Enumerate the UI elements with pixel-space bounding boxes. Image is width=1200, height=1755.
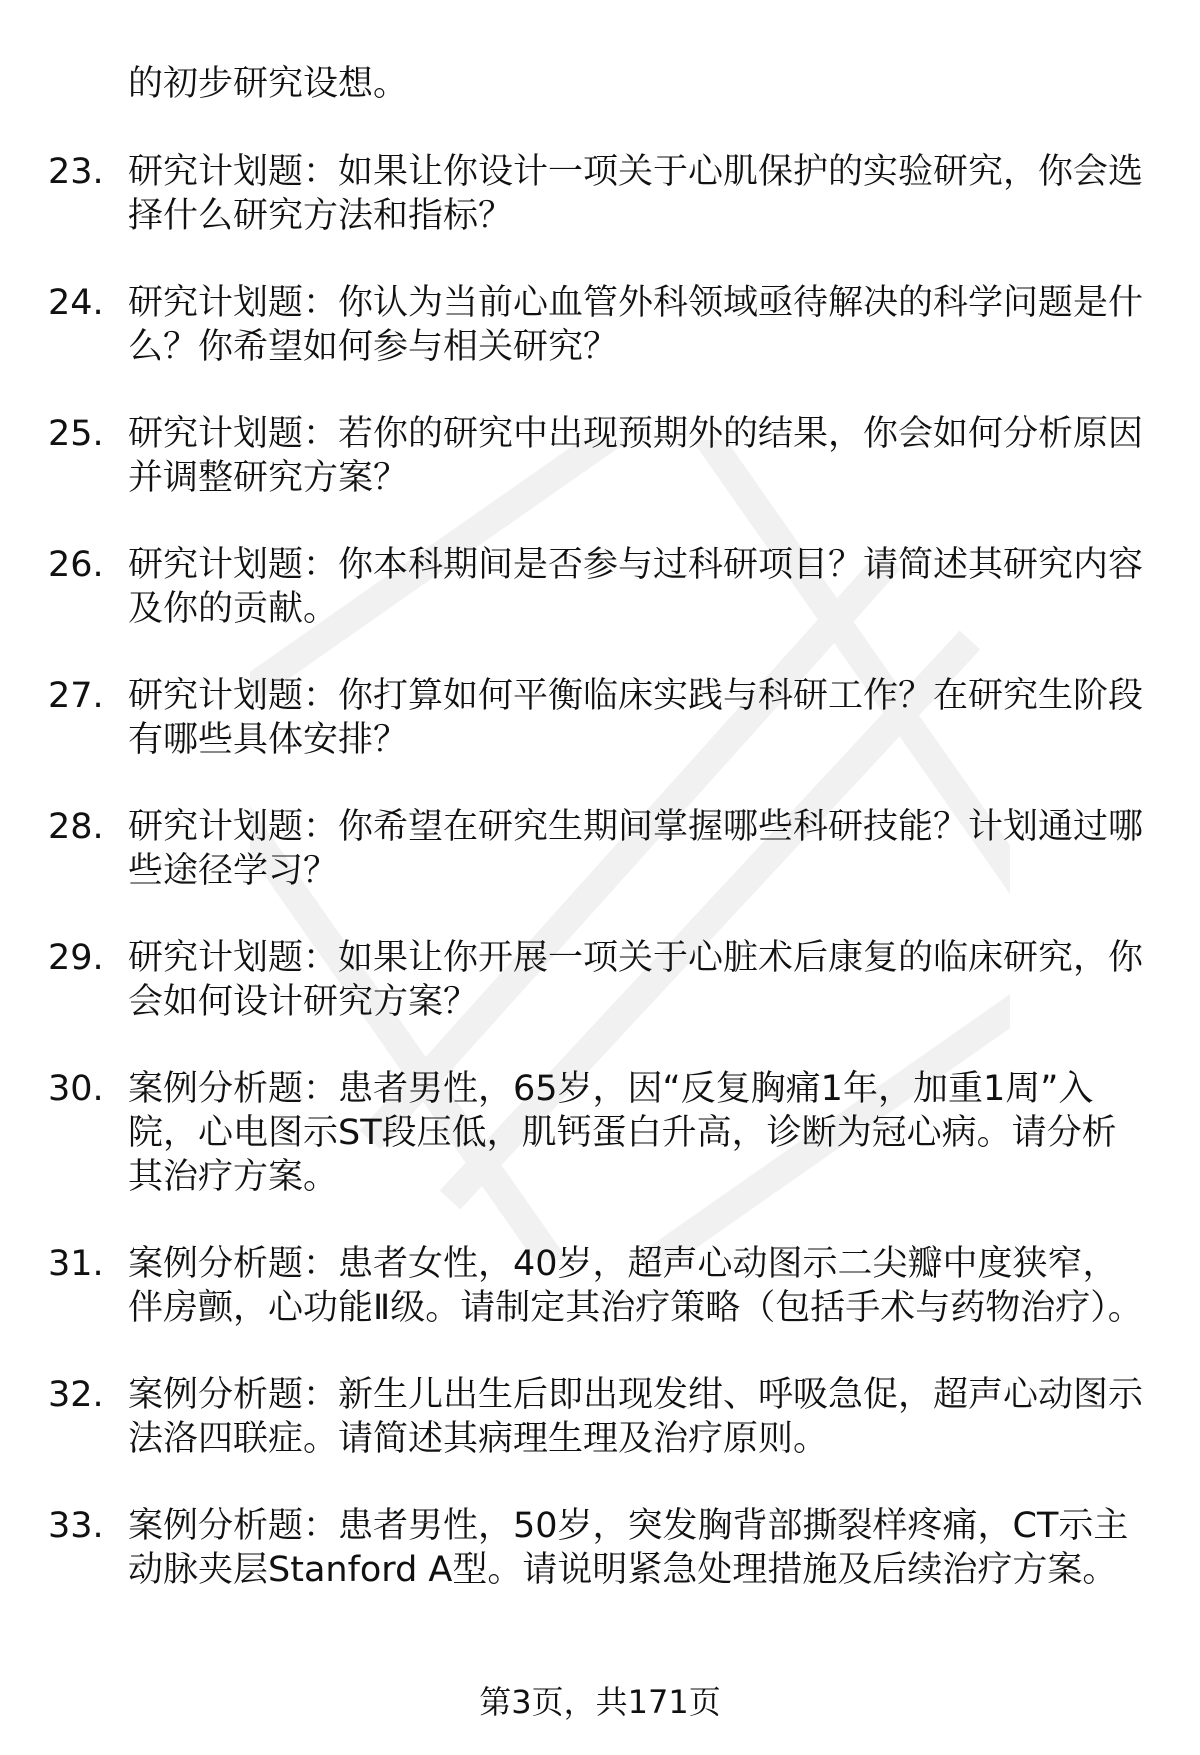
page-footer: 第3页，共171页 [479,1683,721,1721]
continuation-text: 的初步研究设想。 [128,64,409,104]
question-text: 研究计划题：你希望在研究生期间掌握哪些科研技能？计划通过哪些途径学习？ [128,807,1144,891]
question-number: 32. [48,1375,104,1415]
question-text: 案例分析题：患者男性，50岁，突发胸背部撕裂样疼痛，CT示主动脉夹层Stanford A型。请说明紧急处理措施及后续治疗方案。 [128,1506,1129,1590]
question-item [0,674,1200,762]
question-list [0,150,1200,1635]
question-text: 研究计划题：你本科期间是否参与过科研项目？请简述其研究内容及你的贡献。 [128,545,1144,629]
question-item [0,412,1200,500]
question-number: 24. [48,283,104,323]
question-number: 30. [48,1069,104,1109]
question-item [0,1242,1200,1330]
question-number: 29. [48,938,104,978]
question-item [0,543,1200,631]
question-number: 27. [48,676,104,716]
question-text: 案例分析题：新生儿出生后即出现发绀、呼吸急促，超声心动图示法洛四联症。请简述其病理生理及治疗原则。 [128,1375,1144,1459]
question-item [0,150,1200,238]
question-number: 28. [48,807,104,847]
question-item [0,1373,1200,1461]
question-text: 研究计划题：如果让你开展一项关于心脏术后康复的临床研究，你会如何设计研究方案？ [128,938,1144,1022]
question-item [0,1504,1200,1592]
question-number: 25. [48,414,104,454]
question-text: 研究计划题：如果让你设计一项关于心肌保护的实验研究，你会选择什么研究方法和指标？ [128,152,1144,236]
question-text: 案例分析题：患者男性，65岁，因“反复胸痛1年，加重1周”入院，心电图示ST段压低，肌钙蛋白升高，诊断为冠心病。请分析其治疗方案。 [128,1069,1117,1197]
question-item [0,281,1200,369]
question-text: 案例分析题：患者女性，40岁，超声心动图示二尖瓣中度狭窄，伴房颤，心功能Ⅱ级。请制定其治疗策略（包括手术与药物治疗）。 [128,1244,1143,1328]
question-number: 33. [48,1506,104,1546]
question-item [0,1067,1200,1199]
question-text: 研究计划题：你打算如何平衡临床实践与科研工作？在研究生阶段有哪些具体安排？ [128,676,1144,760]
question-item [0,936,1200,1024]
question-text: 研究计划题：若你的研究中出现预期外的结果，你会如何分析原因并调整研究方案？ [128,414,1144,498]
question-number: 31. [48,1244,104,1284]
question-number: 23. [48,152,104,192]
question-item [0,805,1200,893]
question-text: 研究计划题：你认为当前心血管外科领域亟待解决的科学问题是什么？你希望如何参与相关研究？ [128,283,1144,367]
question-number: 26. [48,545,104,585]
